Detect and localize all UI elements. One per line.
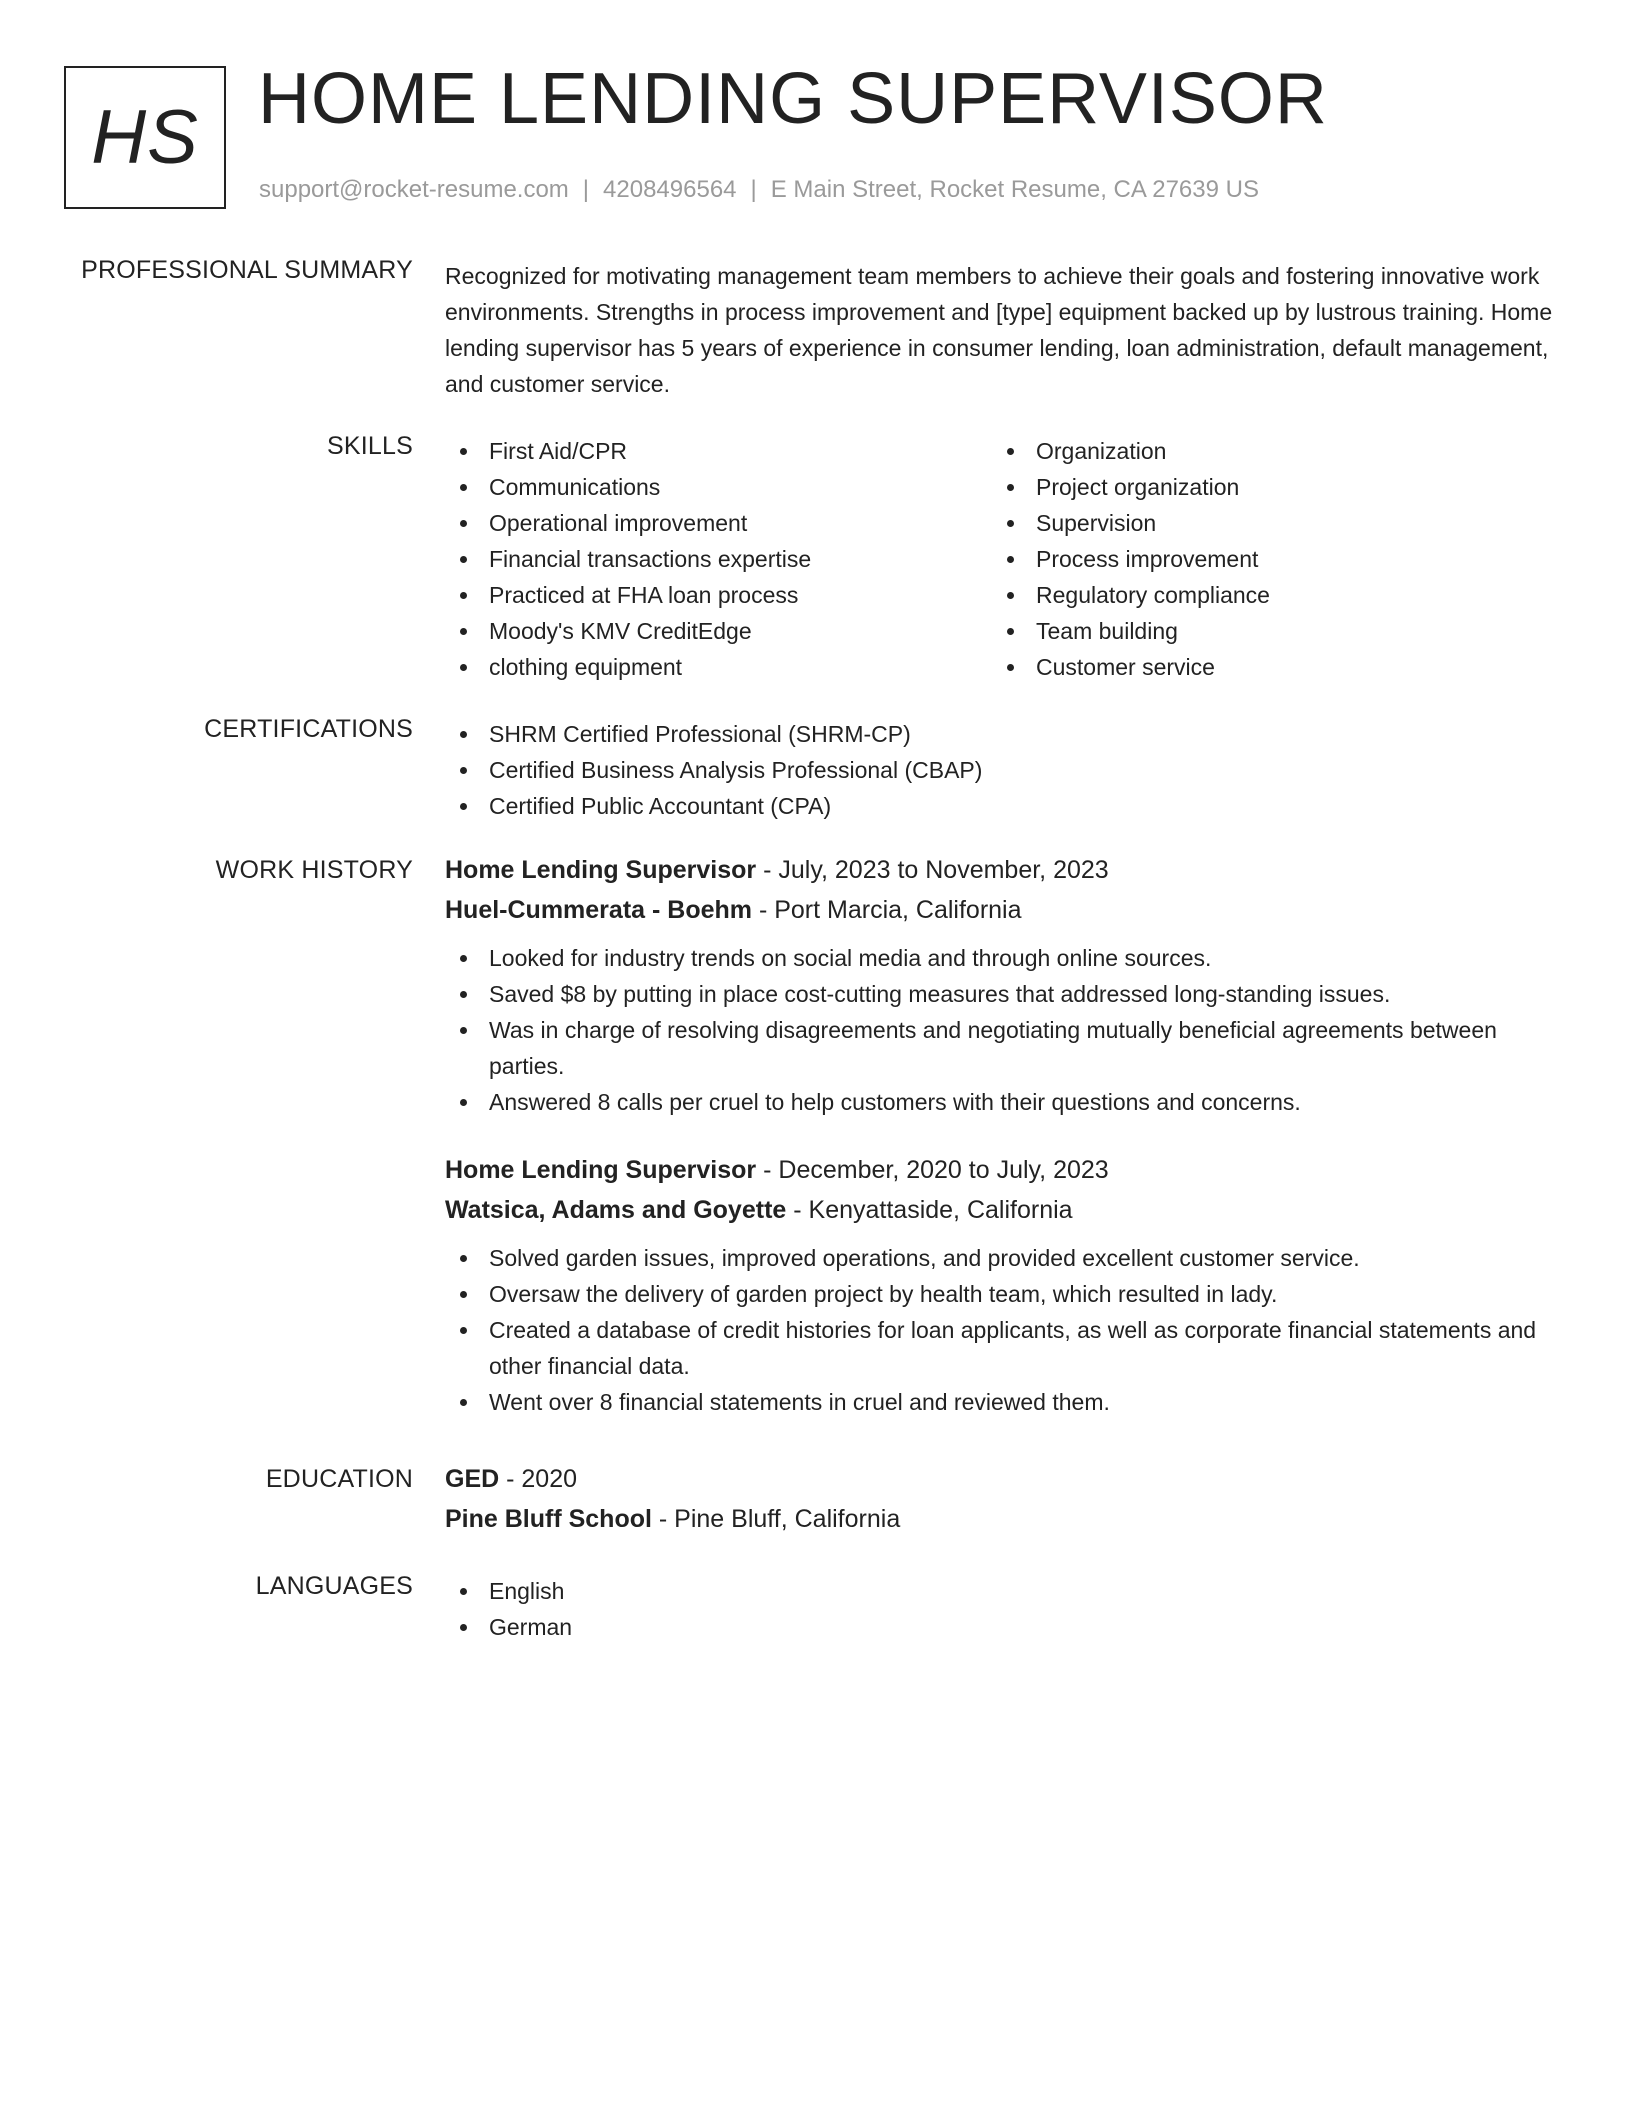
certifications-body: [445, 716, 1565, 824]
job-org-line: [445, 1190, 1565, 1230]
job-bullet: Looked for industry trends on social media and through online sources.: [445, 940, 1565, 976]
job-dates: - December, 2020 to July, 2023: [756, 1156, 1109, 1184]
skill-item: First Aid/CPR: [445, 433, 985, 469]
degree-line: [445, 1459, 1565, 1499]
contact-email: support@rocket-resume.com: [259, 176, 569, 203]
skill-item: Team building: [992, 613, 1532, 649]
language-item: English: [445, 1573, 1565, 1609]
job-bullet: Answered 8 calls per cruel to help customers with their questions and concerns.: [445, 1084, 1565, 1120]
work-history-body: [445, 850, 1565, 1420]
skills-list-left: [445, 433, 985, 685]
job-location: - Port Marcia, California: [752, 896, 1022, 924]
job-bullet: Saved $8 by putting in place cost-cutting measures that addressed long-standing issues.: [445, 976, 1565, 1012]
certification-item: Certified Business Analysis Professional (CBAP): [445, 752, 1565, 788]
job-bullet: Created a database of credit histories for loan applicants, as well as corporate financial statements and other financial data.: [445, 1312, 1565, 1384]
skill-item: Moody's KMV CreditEdge: [445, 613, 985, 649]
degree-year: - 2020: [499, 1465, 578, 1493]
monogram-initials: HS: [91, 95, 199, 180]
education-heading: EDUCATION: [265, 1465, 413, 1493]
job-entry: [445, 1150, 1565, 1420]
job-bullet: Was in charge of resolving disagreements and negotiating mutually beneficial agreements between parties.: [445, 1012, 1565, 1084]
languages-list: [445, 1573, 1565, 1645]
contact-phone: 4208496564: [603, 176, 737, 203]
job-title: Home Lending Supervisor: [445, 856, 757, 884]
job-bullets: [445, 940, 1565, 1120]
certifications-heading: CERTIFICATIONS: [204, 715, 413, 743]
skill-item: Project organization: [992, 469, 1532, 505]
language-item: German: [445, 1609, 1565, 1645]
school-line: [445, 1499, 1565, 1539]
job-bullet: Solved garden issues, improved operations, and provided excellent customer service.: [445, 1240, 1565, 1276]
contact-address: E Main Street, Rocket Resume, CA 27639 US: [770, 176, 1259, 203]
degree-name: GED: [445, 1465, 500, 1493]
job-dates: - July, 2023 to November, 2023: [756, 856, 1109, 884]
skill-item: clothing equipment: [445, 649, 985, 685]
monogram-box: [64, 66, 226, 209]
certification-item: SHRM Certified Professional (SHRM-CP): [445, 716, 1565, 752]
contact-separator: |: [750, 176, 757, 203]
job-bullet: Oversaw the delivery of garden project by health team, which resulted in lady.: [445, 1276, 1565, 1312]
summary-heading: PROFESSIONAL SUMMARY: [81, 256, 413, 284]
job-title: Home Lending Supervisor: [445, 1156, 757, 1184]
education-body: [445, 1459, 1565, 1539]
skill-item: Customer service: [992, 649, 1532, 685]
work-history-heading: WORK HISTORY: [215, 856, 413, 884]
skill-item: Practiced at FHA loan process: [445, 577, 985, 613]
languages-body: [445, 1573, 1565, 1645]
skills-list-right: [992, 433, 1532, 685]
languages-heading: LANGUAGES: [255, 1572, 413, 1600]
certifications-list: [445, 716, 1565, 824]
skill-item: Process improvement: [992, 541, 1532, 577]
job-company: Huel-Cummerata - Boehm: [445, 896, 752, 924]
skill-item: Communications: [445, 469, 985, 505]
school-location: - Pine Bluff, California: [651, 1505, 901, 1533]
job-company: Watsica, Adams and Goyette: [445, 1196, 787, 1224]
job-entry: [445, 850, 1565, 1120]
skill-item: Operational improvement: [445, 505, 985, 541]
skill-item: Organization: [992, 433, 1532, 469]
certification-item: Certified Public Accountant (CPA): [445, 788, 1565, 824]
resume-title: HOME LENDING SUPERVISOR: [258, 59, 1328, 139]
skill-item: Financial transactions expertise: [445, 541, 985, 577]
summary-text: Recognized for motivating management team members to achieve their goals and fostering innovative work environments. Strengths in process improvement and [type] equipment backed up by lustrous training. Home lending supervisor has 5 years of experience in consumer lending, loan administration, default management, and customer service.: [445, 263, 1553, 397]
skills-body: [445, 433, 1565, 693]
job-bullets: [445, 1240, 1565, 1420]
job-title-line: [445, 1150, 1565, 1190]
skill-item: Supervision: [992, 505, 1532, 541]
job-title-line: [445, 850, 1565, 890]
contact-line: [259, 176, 1259, 204]
contact-separator: |: [582, 176, 590, 203]
job-bullet: Went over 8 financial statements in cruel and reviewed them.: [445, 1384, 1565, 1420]
job-org-line: [445, 890, 1565, 930]
school-name: Pine Bluff School: [445, 1505, 652, 1533]
skills-heading: SKILLS: [327, 432, 413, 460]
skill-item: Regulatory compliance: [992, 577, 1532, 613]
job-location: - Kenyattaside, California: [786, 1196, 1073, 1224]
